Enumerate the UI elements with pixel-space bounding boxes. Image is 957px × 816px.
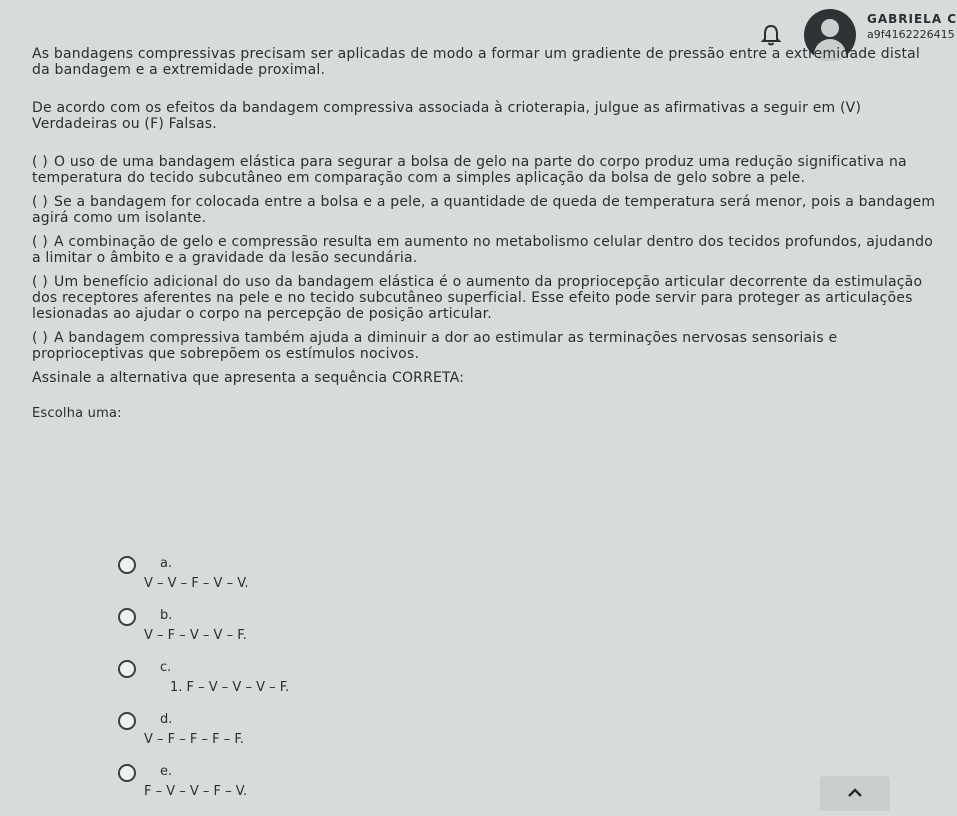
statement-4 [32,274,940,322]
statement-text: A combinação de gelo e compressão resulta em aumento no metabolismo celular dentro dos tecidos profundos, ajudando a limitar o âmbito e a gravidade da lesão secundária. [32,234,934,266]
radio-c[interactable] [118,660,136,678]
statement-text: Se a bandagem for colocada entre a bolsa e a pele, a quantidade de queda de temperatura será menor, pois a bandagem agirá como um isolante. [32,194,936,226]
option-text[interactable]: V – F – F – F – F. [144,732,244,747]
statement-paren: ( ) [32,274,48,290]
option-letter: c. [160,660,172,675]
radio-b[interactable] [118,608,136,626]
statement-2 [32,194,940,226]
statement-paren: ( ) [32,194,48,210]
user-name[interactable]: GABRIELA C [867,12,957,26]
avatar-icon [821,19,839,37]
radio-e[interactable] [118,764,136,782]
statement-paren: ( ) [32,154,48,170]
statement-1 [32,154,940,186]
scroll-to-top-button[interactable] [820,776,890,811]
option-letter: a. [160,556,173,571]
option-letter: e. [160,764,173,779]
chevron-up-icon [820,776,890,811]
statement-3 [32,234,940,266]
statement-paren: ( ) [32,330,48,346]
statement-text: A bandagem compressiva também ajuda a diminuir a dor ao estimular as terminações nervosas sensoriais e proprioceptivas que sobrepõem os estímulos nocivos. [32,330,838,362]
option-text[interactable]: F – V – V – F – V. [144,784,248,799]
option-text[interactable]: V – V – F – V – V. [144,576,249,591]
option-letter: b. [160,608,173,623]
radio-d[interactable] [118,712,136,730]
top-bar [0,0,957,48]
question-intro: As bandagens compressivas precisam ser aplicadas de modo a formar um gradiente de pressão entre a extremidade distal da bandagem e a extremidade proximal. [32,46,921,78]
statement-text: O uso de uma bandagem elástica para segurar a bolsa de gelo na parte do corpo produz uma redução significativa na temperatura do tecido subcutâneo em comparação com a simples aplicação da bolsa de gelo sobre a pele. [32,154,907,186]
statement-paren: ( ) [32,234,48,250]
question-instruction: De acordo com os efeitos da bandagem compressiva associada à crioterapia, julgue as afirmativas a seguir em (V) Verdadeiras ou (F) Falsas. [32,100,862,132]
statement-5 [32,330,940,362]
question-prompt: Assinale a alternativa que apresenta a sequência CORRETA: [32,370,465,386]
user-id: a9f4162226415 [867,28,955,41]
question-content [32,46,940,422]
option-letter: d. [160,712,173,727]
radio-a[interactable] [118,556,136,574]
option-text[interactable]: 1. F – V – V – V – F. [170,680,290,695]
choose-label: Escolha uma: [32,406,122,421]
statement-text: Um benefício adicional do uso da bandagem elástica é o aumento da propriocepção articular decorrente da estimulação dos receptores aferentes na pele e no tecido subcutâneo superficial. Esse efeito pode servir para proteger as articulações lesionadas ao ajudar o corpo na percepção de posição articular. [32,274,923,322]
option-text[interactable]: V – F – V – V – F. [144,628,247,643]
